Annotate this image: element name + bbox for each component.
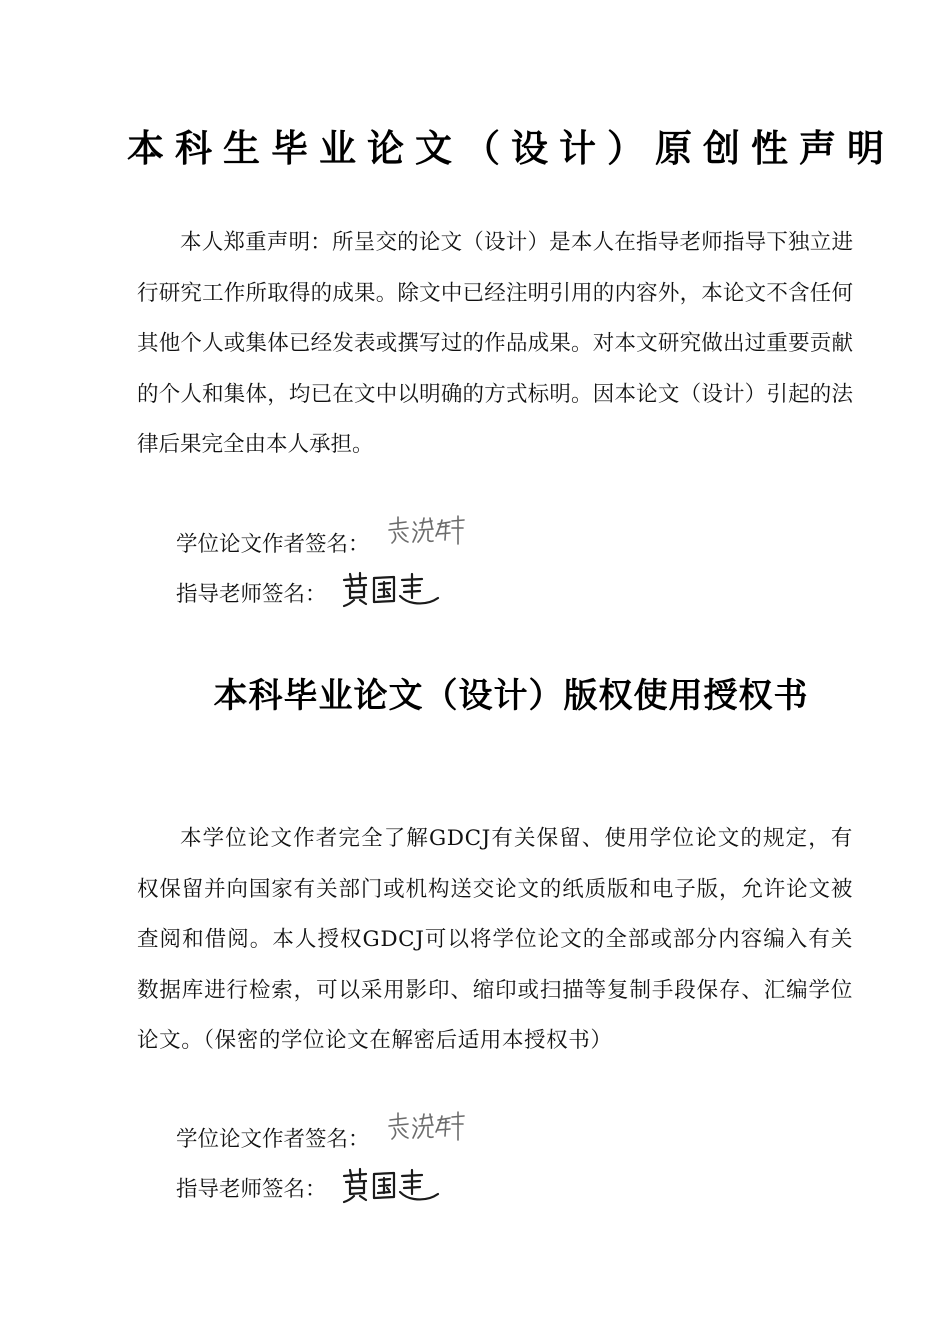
authorization-body: 本学位论文作者完全了解GDCJ有关保留、使用学位论文的规定，有权保留并向国家有关部门或机构送交论文的纸质版和电子版，允许论文被查阅和借阅。本人授权GDCJ可以将学位论文的全部或部分内容编入有关数据库进行检索，可以采用影印、缩印或扫描等复制手段保存、汇编学位论文。（保密的学位论文在解密后适用本授权书） bbox=[137, 826, 853, 1053]
handwritten-signature-advisor bbox=[340, 570, 440, 610]
handwritten-signature-author bbox=[386, 514, 466, 548]
advisor-signature-image bbox=[340, 1166, 440, 1210]
declaration-author-signature-line bbox=[176, 525, 370, 565]
handwritten-signature-advisor bbox=[340, 1166, 440, 1206]
advisor-signature-image bbox=[340, 570, 440, 614]
authorization-advisor-signature-line bbox=[176, 1170, 327, 1210]
advisor-signature-label: 指导老师签名： bbox=[176, 1177, 327, 1202]
author-signature-label: 学位论文作者签名： bbox=[176, 1127, 370, 1152]
declaration-body: 本人郑重声明：所呈交的论文（设计）是本人在指导老师指导下独立进行研究工作所取得的成果。除文中已经注明引用的内容外，本论文不含任何其他个人或集体已经发表或撰写过的作品成果。对本文研究做出过重要贡献的个人和集体，均已在文中以明确的方式标明。因本论文（设计）引起的法律后果完全由本人承担。 bbox=[137, 230, 853, 457]
advisor-signature-label: 指导老师签名： bbox=[176, 582, 327, 607]
declaration-advisor-signature-line bbox=[176, 575, 327, 615]
author-signature-label: 学位论文作者签名： bbox=[176, 532, 370, 557]
handwritten-signature-author bbox=[386, 1110, 466, 1144]
author-signature-image bbox=[386, 514, 466, 552]
declaration-title: 本科生毕业论文（设计）原创性声明 bbox=[127, 127, 895, 170]
authorization-title: 本科毕业论文（设计）版权使用授权书 bbox=[213, 676, 809, 716]
authorization-author-signature-line bbox=[176, 1120, 370, 1160]
author-signature-image bbox=[386, 1110, 466, 1148]
